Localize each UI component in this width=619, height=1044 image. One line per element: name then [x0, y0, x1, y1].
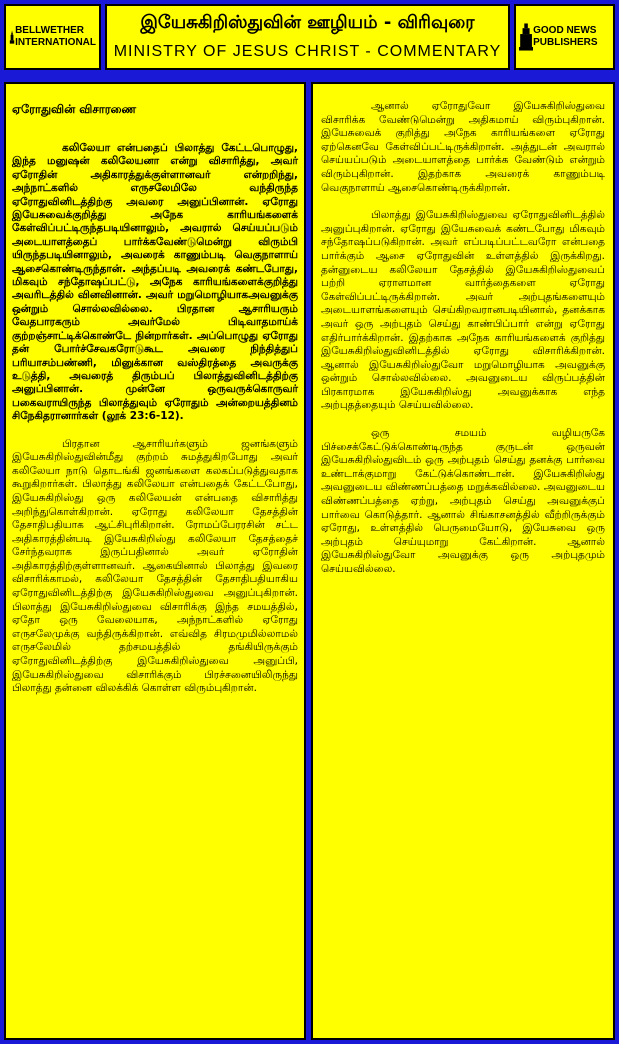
left-column [4, 82, 306, 1040]
good-news-publishers-logo [514, 4, 615, 70]
section-heading: ஏரோதுவின் விசாரணை [12, 102, 137, 116]
page-header [105, 4, 510, 70]
scripture-quote: கலிலேயா என்பதைப் பிலாத்து கேட்டபொழுது, இந்த மனுஷன் கலிலேயனா என்று விசாரித்து, அவர் ஏரோதின் அதிகாரத்துக்குள்ளானவர் என்றறிந்து, அந்நாட்களில் எருசலேமிலே வந்திருந்த ஏரோதுவினிடத்திற்கு அவரை அனுப்பினான். ஏரோது இயேசுவைக்குறித்து அநேக காரியங்களைக் கேள்விப்பட்டிருந்தபடியினாலும், அவரால் செய்யப்படும் அடையாளத்தைப் பார்க்கவேண்டுமென்று விரும்பி யிருந்தபடியினாலும், அவரைக் காணும்படி வெகுநாளாய் ஆசைகொண்டிருந்தான். அந்தப்படி அவரைக் கண்டபோது, மிகவும் சந்தோஷப்பட்டு, அநேக காரியங்களைக்குறித்து அவரிடத்தில் வினவினான். அவர் மறுமொழியாகஅவனுக்கு ஒன்றும் சொல்லவில்லை. பிரதான ஆசாரியரும் வேதபாரகரும் அவர்மேல் பிடிவாதமாய்க் குற்றஞ்சாட்டிக்கொண்டே நின்றார்கள். அப்பொழுது ஏரோது தன் போர்ச்சேவகரோடுகூட அவரை நிந்தித்துப் பரியாசம்பண்ணி, மினுக்கான வஸ்திரத்தை அவருக்கு உடுத்தி, அவரைத் திரும்பப் பிலாத்துவினிடத்திற்கு அனுப்பினான். முன்னே ஒருவருக்கொருவர் பகைவராயிருந்த பிலாத்துவும் ஏரோதும் அன்றையத்தினம் சிநேகிதரானார்கள் (லூக் 23:6-12). [12, 142, 298, 423]
page-title-english: MINISTRY OF JESUS CHRIST - COMMENTARY [113, 43, 502, 60]
bellwether-logo [4, 4, 101, 70]
good-news-building-icon [519, 14, 533, 60]
commentary-paragraph: ஒரு சமயம் வழியருகே பிச்சைக்கேட்டுக்கொண்டிருந்த குருடன் ஒருவன் இயேசுகிறிஸ்துவிடம் ஒரு அற்புதம் செய்து தனக்கு பார்வை உண்டாக்குமாறு கேட்டுக்கொண்டான். இயேசுகிறிஸ்து அவனுடைய விண்ணப்பத்தை மறுக்கவில்லை. அவனுடைய விண்ணப்பத்தை ஏற்று, அற்புதம் செய்து அவனுக்குப் பார்வை கொடுத்தார். ஆனால் சிங்காசனத்தில் வீற்றிருக்கும் ஏரோது, உள்ளத்தில் பெருமையோடு, இயேசுவை ஒரு அற்புதம் செய்யுமாறு கேட்கிறான். ஆனால் இயேசுகிறிஸ்துவோ அவனுக்கு ஒரு அற்புதமும் செய்யவில்லை. [321, 427, 605, 575]
commentary-paragraph: பிரதான ஆசாரியர்களும் ஜனங்களும் இயேசுகிறிஸ்துவின்மீது குற்றம் சுமத்துகிறபோது அவர் கலிலேயா நாடு தொடங்கி ஜனங்களை கலகப்படுத்துவதாக கூறுகிறார்கள். பிலாத்து கலிலேயா என்பதைக் கேட்டபோது, இயேசுகிறிஸ்து ஒரு கலிலேயன் என்பதை விசாரித்து அறிந்துகொள்கிறான். ஏரோது கலிலேயா தேசத்தின் தேசாதிபதியாக ஆட்சிபுரிகிறான். ரோமப்பேரரசின் சட்ட அதிகாரத்தின்படி இயேசுகிறிஸ்து கலிலேயா தேசத்தைச் சேர்ந்தவராக இருப்பதினால் அவர் ஏரோதின் அதிகாரத்திற்குள்ளானவர். ஆகையினால் பிலாத்து இவரை விசாரிக்காமல், கலிலேயா தேசத்தின் தேசாதிபதியாகிய ஏரோதுவினிடத்திற்கு இயேசுகிறிஸ்துவை அனுப்புகிறான். பிலாத்து இயேசுகிறிஸ்துவை விசாரிக்கு இந்த சமயத்தில், ஏதோ ஒரு வேலையாக, அந்நாட்களில் ஏரோது எருசலேமுக்கு வந்திருக்கிறான். எவ்வித சிரமமுமில்லாமல் எருசலேமில் தற்சமயத்தில் தங்கியிருக்கும் ஏரோதுவினிடத்திற்கு இயேசுகிறிஸ்துவை அனுப்பி, இயேசுகிறிஸ்துவை விசாரிக்கும் பிரச்சனையிலிருந்து பிலாத்து தன்னை விலக்கிக் கொள்ள விரும்புகிறான். [12, 437, 298, 695]
page-title-tamil: இயேசுகிறிஸ்துவின் ஊழியம் - விரிவுரை [140, 12, 475, 33]
commentary-paragraph: பிலாத்து இயேசுகிறிஸ்துவை ஏரோதுவினிடத்தில் அனுப்புகிறான். ஏரோது இயேசுவைக் கண்டபோது மிகவும் சந்தோஷப்படுகிறான். அவர் எப்படிப்பட்டவரோ என்பதை பார்க்கும் ஆசை ஏரோதுவின் உள்ளத்தில் இருக்கிறது. தன்னுடைய கலிலேயா தேசத்தில் இயேசுகிறிஸ்துவைப் பற்றி ஏராளமான வார்த்தைகளை ஏரோது கேள்விப்பட்டிருக்கிறான். அவர் அற்புதங்களையும் அடையாளங்களையும் செய்கிறவரானபடியினால், தனக்காக அவர் ஒரு அற்புதம் செய்து காண்பிப்பார் என்று ஏரோது எதிர்பார்க்கிறான். இதற்காக அநேக காரியங்களைக் குறித்து இயேசுகிறிஸ்துவினிடத்தில் ஏரோது விசாரிக்கிறான். ஆனால் இயேசுகிறிஸ்துவோ மறுமொழியாக அவனுக்கு ஒன்றும் சொல்லவில்லை. அவனுடைய விருப்பத்தின் பிரகாரமாக இயேசுகிறிஸ்து அவனுக்காக எந்த அற்புதத்தையும் செய்யவில்லை. [321, 209, 605, 412]
good-news-logo-text: GOOD NEWS PUBLISHERS [533, 25, 598, 48]
commentary-paragraph: ஆனால் ஏரோதுவோ இயேசுகிறிஸ்துவை விசாரிக்க வேண்டுமென்று அதிகமாய் விரும்புகிறான். இயேசுவைக் குறித்து அநேக காரியங்களை ஏரோது ஏற்கெனவே கேள்விப்பட்டிருக்கிறான். அத்துடன் அவரால் செய்யப்படும் அடையாளத்தை பார்க்க வேண்டும் என்றும் விரும்புகிறான். இதற்காக அவரைக் காணும்படி வெகுநாளாய் ஆசைகொண்டிருக்கிறான். [321, 100, 605, 194]
bellwether-logo-text: BELLWETHER INTERNATIONAL [15, 25, 96, 48]
right-column [311, 82, 615, 1040]
